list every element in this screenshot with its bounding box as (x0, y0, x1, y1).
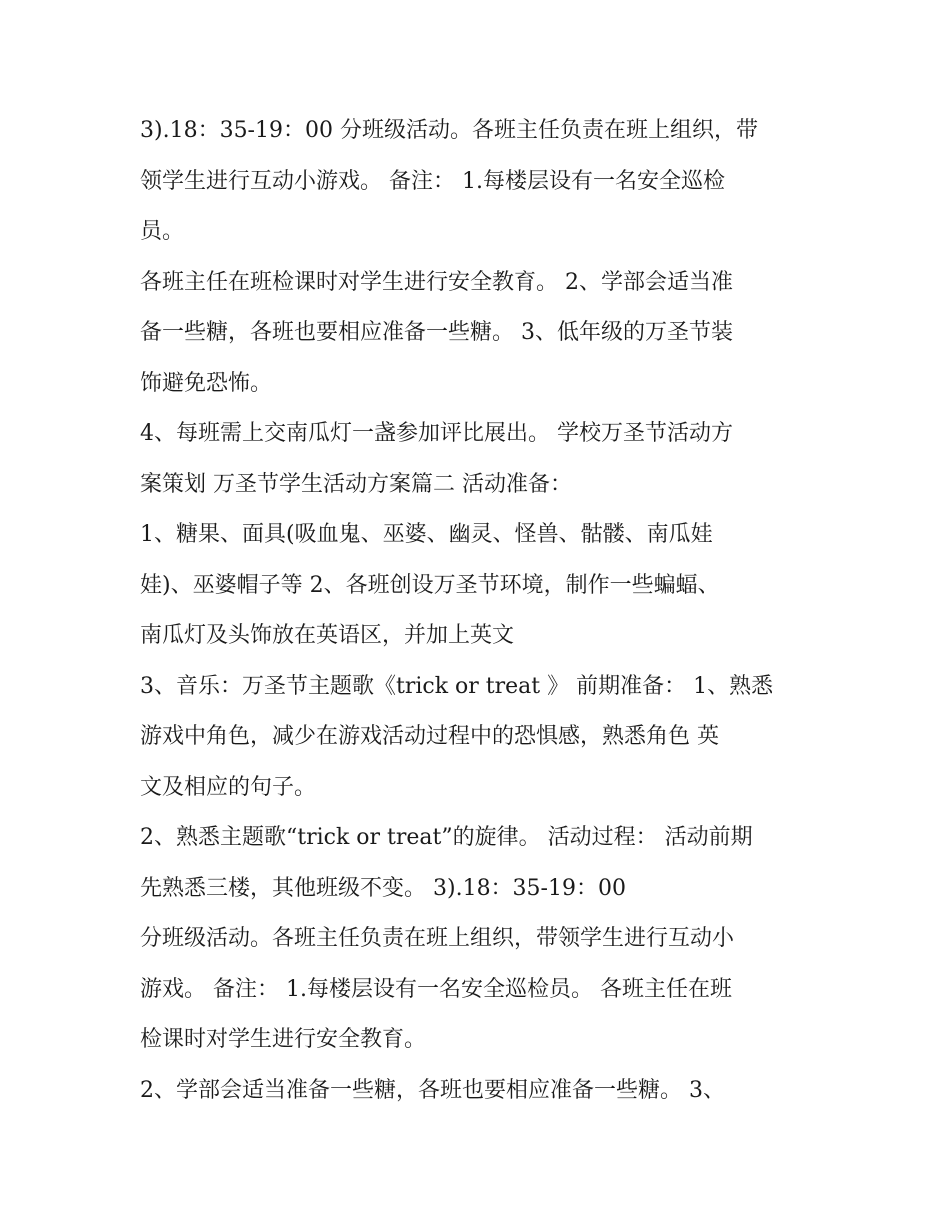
text-line-13: 游戏中角色，减少在游戏活动过程中的恐惧感，熟悉角色 英 (140, 724, 719, 749)
text-line-3: 员。 (140, 219, 185, 244)
text-line-2: 领学生进行互动小游戏。 备注： 1.每楼层设有一名安全巡检 (140, 168, 725, 194)
text-line-8: 案策划 万圣节学生活动方案篇二 活动准备： (140, 471, 572, 497)
text-line-9: 1、糖果、面具(吸血鬼、巫婆、幽灵、怪兽、骷髅、南瓜娃 (140, 522, 713, 547)
text-line-10: 娃)、巫婆帽子等 2、各班创设万圣节环境，制作一些蝙蝠、 (140, 572, 720, 598)
text-line-18: 游戏。 备注： 1.每楼层设有一名安全巡检员。 各班主任在班 (140, 976, 732, 1002)
text-line-15: 2、熟悉主题歌“trick or treat”的旋律。 活动过程： 活动前期 (140, 825, 753, 850)
text-line-20: 2、学部会适当准备一些糖，各班也要相应准备一些糖。 3、 (140, 1077, 725, 1103)
text-line-19: 检课时对学生进行安全教育。 (140, 1027, 427, 1052)
text-line-6: 饰避免恐怖。 (140, 370, 273, 396)
text-line-17: 分班级活动。各班主任负责在班上组织，带领学生进行互动小 (140, 926, 735, 951)
text-line-7: 4、每班需上交南瓜灯一盏参加评比展出。 学校万圣节活动方 (140, 421, 733, 446)
text-line-12: 3、音乐：万圣节主题歌《trick or treat 》 前期准备： 1、熟悉 (140, 673, 774, 699)
text-line-14: 文及相应的句子。 (140, 774, 317, 800)
text-line-1: 3).18：35-19：00 分班级活动。各班主任负责在班上组织，带 (140, 118, 758, 143)
document-body (140, 106, 830, 1116)
text-line-11: 南瓜灯及头饰放在英语区，并加上英文 (140, 623, 515, 648)
text-line-4: 各班主任在班检课时对学生进行安全教育。 2、学部会适当准 (140, 269, 733, 295)
text-line-16: 先熟悉三楼，其他班级不变。 3).18：35-19：00 (140, 875, 626, 901)
text-line-5: 备一些糖，各班也要相应准备一些糖。 3、低年级的万圣节装 (140, 320, 733, 345)
